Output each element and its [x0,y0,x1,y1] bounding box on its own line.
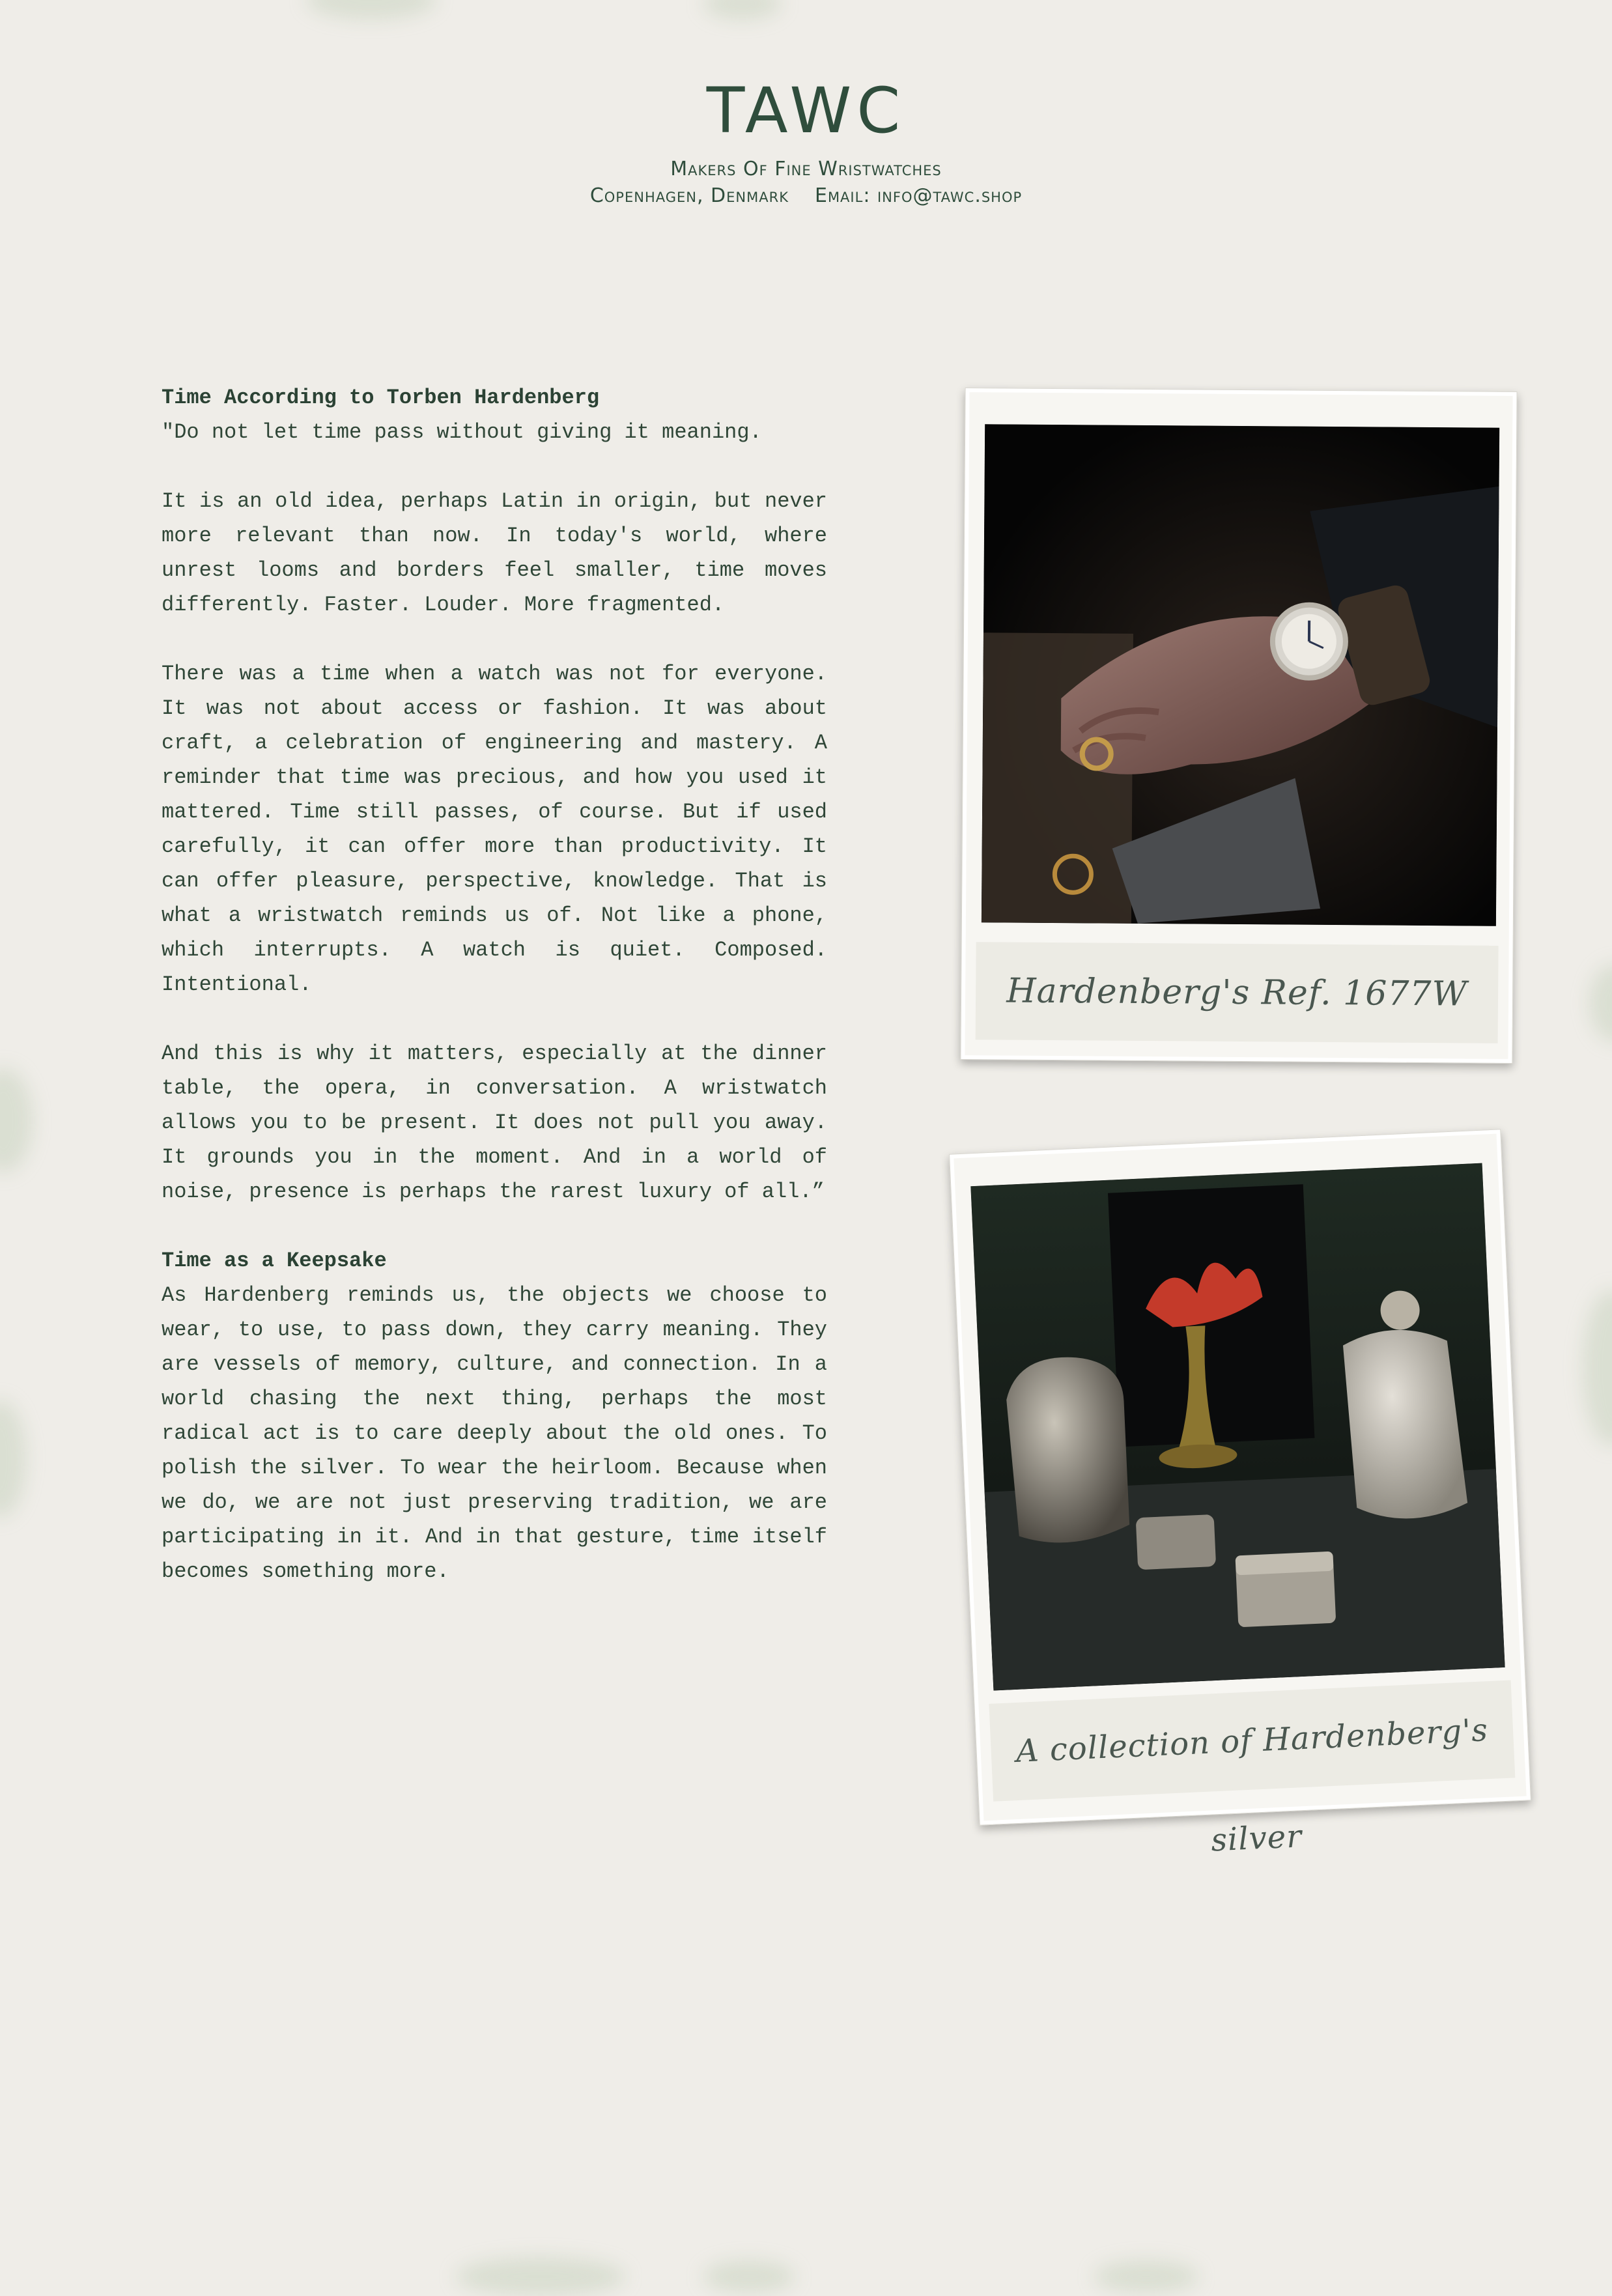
background-stain [306,0,436,20]
paragraph: As Hardenberg reminds us, the objects we choose to wear, to use, to pass down, they carry meaning. They are vessels of memory, culture, and connection. In a world chasing the next thing, perhaps the most radical act is to care deeply about the old ones. To polish the silver. To wear the heirloom. Because when we do, we are not just preserving tradition, we are participating in it. And in that gesture, time itself becomes something more. [162,1278,827,1589]
brand-logo: TAWC [0,72,1612,150]
background-stain [0,1400,26,1518]
wristwatch-photo [982,424,1499,926]
background-stain [1583,1290,1612,1446]
silver-still-life-image [970,1163,1505,1691]
background-stain [703,0,782,20]
polaroid-photo [960,388,1517,1064]
background-stain [456,2257,625,2296]
article-body [162,380,827,1589]
silver-collection-photo [970,1163,1505,1691]
background-stain [703,2260,795,2293]
section-heading: Time as a Keepsake [162,1243,827,1278]
background-stain [0,1068,33,1172]
section-heading: Time According to Torben Hardenberg [162,380,827,415]
polaroid-photo [949,1129,1531,1825]
paragraph: And this is why it matters, especially at the dinner table, the opera, in conversation. A wristwatch allows you to be present. It does not pull you away. It grounds you in the moment. And in a world of noise, presence is perhaps the rarest luxury of all.” [162,1036,827,1209]
contact-line [0,184,1612,207]
photo-caption: Hardenberg's Ref. 1677W [976,942,1499,1043]
brand-tagline: Makers Of Fine Wristwatches [0,158,1612,180]
background-stain [1094,2260,1198,2293]
email-text[interactable]: Email: info@tawc.shop [815,184,1022,207]
letterhead [0,72,1612,207]
hand-with-watch-image [982,424,1499,926]
background-stain [1589,964,1612,1042]
paragraph: It is an old idea, perhaps Latin in origin, but never more relevant than now. In today's world, where unrest looms and borders feel smaller, time moves differently. Faster. Louder. More fragmented. [162,484,827,622]
photo-caption: A collection of Hardenberg's silver [989,1680,1515,1801]
location-text: Copenhagen, Denmark [590,184,789,207]
paragraph: There was a time when a watch was not for everyone. It was not about access or fashion. It was about craft, a celebration of engineering and mastery. A reminder that time was precious, and how you used it mattered. Time still passes, of course. But if used carefully, it can offer more than productivity. It can offer pleasure, perspective, knowledge. That is what a wristwatch reminds us of. Not like a phone, which interrupts. A watch is quiet. Composed. Intentional. [162,657,827,1002]
quote-opening: "Do not let time pass without giving it meaning. [162,415,827,449]
